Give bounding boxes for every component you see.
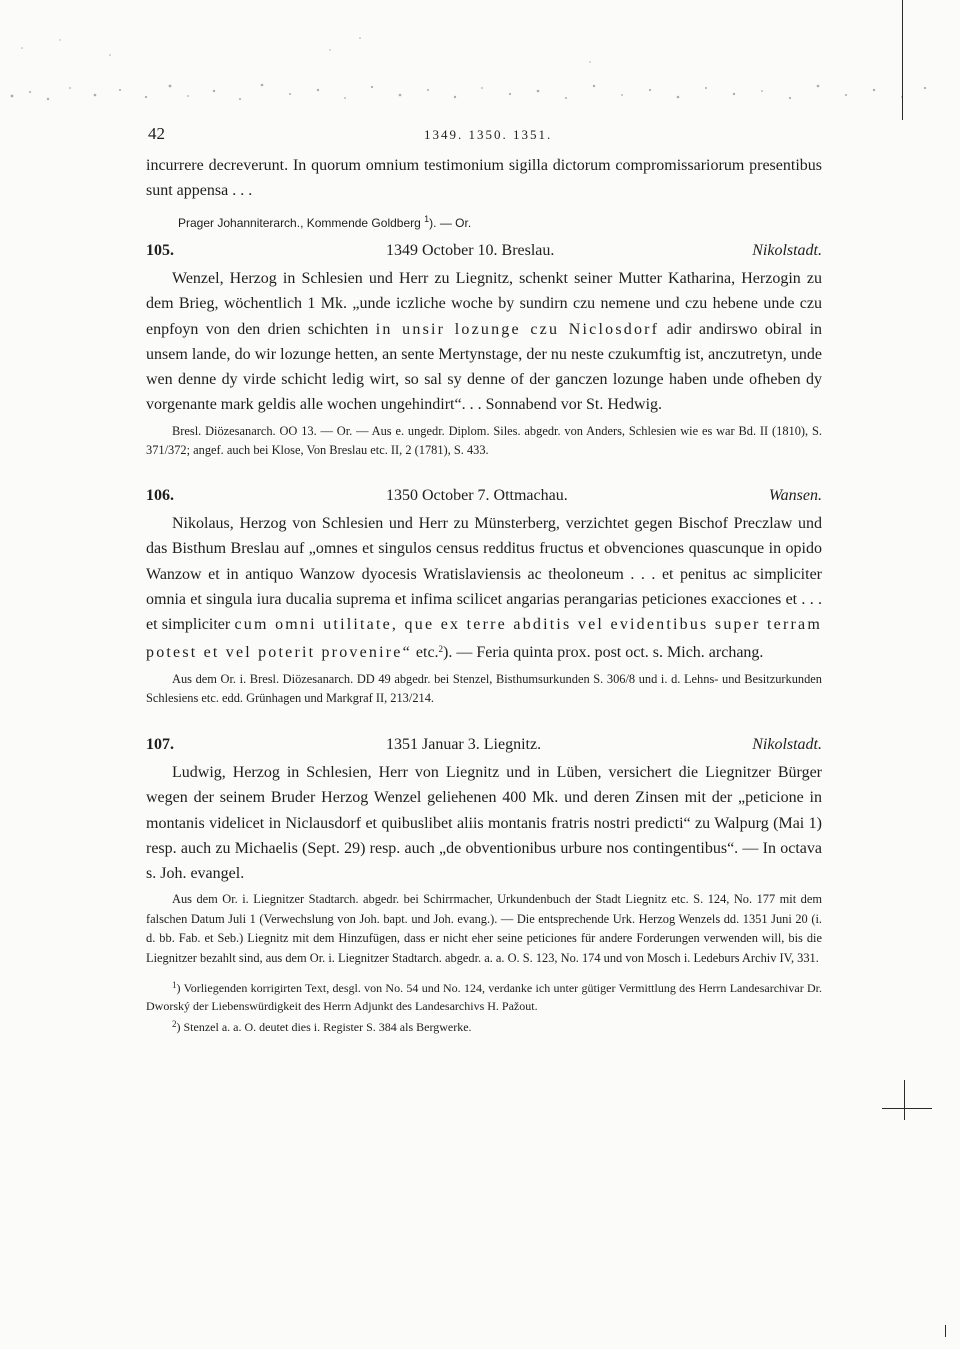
document-place: Nikolstadt. [752,736,822,753]
document-105 [146,242,822,461]
document-body: Nikolaus, Herzog von Schlesien und Herr zu Münsterberg, verzichtet gegen Bischof Preczlaw und das Bisthum Breslau auf „omnes et singulos census redditus fructus et obvenciones quascunque in opido Wanzow et in antiquo Wanzow dyocesis Wratislaviensis ac theoloneum . . . et penitus ac simpliciter omnia et singula iura ducalia suprema et infima scilicet angarias perangarias peticiones exacciones et . . . et simpliciter cum omni utilitate, que ex terre abditis vel evidentibus super terram potest et vel poterit provenire“ etc.$^2$). — Feria quinta prox. post oct. s. Mich. archang. [146,515,822,662]
document-date: 1350 October 7. Ottmachau. [386,487,568,504]
continuation-source: Prager Johanniterarch., Kommende Goldberg $^1$). — Or. [178,213,472,230]
document-body: Ludwig, Herzog in Schlesien, Herr von Liegnitz und in Lüben, versichert die Liegnitzer Bürger wegen der seinem Bruder Herzog Wenzel geliehenen 400 Mk. und deren Zinsen mit der „peticione in montanis videlicet in Niclausdorf et quibuslibet aliis montanis fratris nostri predicti“ zu Walpurg (Mai 1) resp. auch zu Michaelis (Sept. 29) resp. auch „de obventionibus urbure nos contingentibus“. — In octava s. Joh. evangel. [146,764,822,883]
document-number: 106. [146,487,174,504]
scan-edge-line [904,1080,905,1120]
continuation-text: incurrere decreverunt. In quorum omnium testimonium sigilla dictorum compromissariorum presentibus sunt appensa . . . [146,157,822,200]
running-head: 1349. 1350. 1351. [424,127,553,142]
document-heading [146,242,822,266]
document-source-note: Aus dem Or. i. Liegnitzer Stadtarch. abgedr. bei Schirrmacher, Urkundenbuch der Stadt Liegnitz etc. S. 124, No. 177 mit dem falschen Datum Juli 1 (Verwechslung von Joh. bapt. und Joh. evang.). — Die entsprechende Urk. Herzog Wenzels dd. 1351 Juni 20 (i. d. bb. Fab. et Seb.) Liegnitz mit dem Hinzufügen, dass er nicht eher seine peticiones für andere Forderungen verwenden will, bis die Liegnitzer bezahlt sind, aus dem Or. i. Liegnitzer Stadtarch. abgedr. a. a. O. S. 123, No. 174 und von Mosch i. Ledeburs Archiv IV, 331. [146,892,822,965]
document-date: 1351 Januar 3. Liegnitz. [386,736,542,753]
document-source-note: Bresl. Diözesanarch. OO 13. — Or. — Aus e. ungedr. Diplom. Siles. abgedr. von Anders, Schlesien wie es war Bd. II (1810), S. 371/372; angef. auch bei Klose, Von Breslau etc. II, 2 (1781), S. 433. [146,423,822,458]
document-body: Wenzel, Herzog in Schlesien und Herr zu Liegnitz, schenkt seiner Mutter Katharina, Herzogin zu dem Brieg, wöchentlich 1 Mk. „unde iczliche woche by sundirn czu nemene und czu hebene unde czu enpfoyn von den drien schichten in unsir lozunge czu Niclosdorf adir andirswo obiral in unsem lande, do wir lozunge hetten, an sente Mertynstage, der nu neste czukumftig ist, anczutretyn, unde wen denne dy virde schicht ledig wirt, so sal sy denne of der ganczen lozunge haben unde ofheben dy vorgenante mark geldis alle wochen ungehindirt“. . . Sonnabend vor St. Hedwig. [146,270,823,414]
document-place: Nikolstadt. [752,242,822,259]
document-107 [146,736,822,968]
scan-edge-line [882,1108,932,1109]
scan-edge-mark [945,1325,946,1337]
document-date: 1349 October 10. Breslau. [386,242,555,259]
footnotes [146,976,822,1036]
footnote: $^1$) Vorliegenden korrigirten Text, desgl. von No. 54 und No. 124, verdanke ich unter gütiger Vermittlung des Herrn Landesarchivar Dr. Dworský der Liebenswürdigkeit des Herrn Adjunkt des Landesarchivs H. Pažout. [146,980,822,1013]
document-place: Wansen. [768,487,822,504]
continuation-section [146,153,822,233]
document-heading [146,487,822,511]
scan-noise-strip [0,0,960,120]
page-number: 42 [148,124,165,143]
scan-edge-line [902,0,903,120]
document-heading [146,736,822,760]
document-number: 107. [146,736,174,753]
footnote: $^2$) Stenzel a. a. O. deutet dies i. Register S. 384 als Bergwerke. [172,1019,472,1034]
document-number: 105. [146,242,174,259]
document-source-note: Aus dem Or. i. Bresl. Diözesanarch. DD 49 abgedr. bei Stenzel, Bisthumsurkunden S. 306/8 und i. d. Lehns- und Besitzurkunden Schlesiens etc. edd. Grünhagen und Markgraf II, 213/214. [146,671,822,706]
document-106 [146,487,822,709]
page-header [148,124,828,148]
